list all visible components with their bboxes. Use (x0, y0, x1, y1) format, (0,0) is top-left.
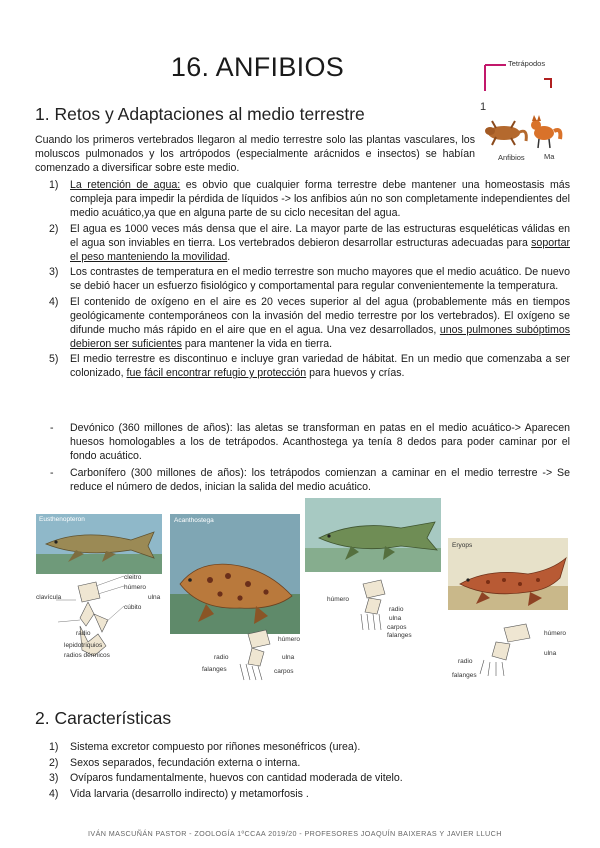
figure-label: ulna (282, 654, 295, 661)
figure-label: radio (76, 630, 91, 637)
list-item: 1) Sistema excretor compuesto por riñones mesonéfricos (urea). (49, 741, 361, 753)
tetrapod-tree-icon (478, 55, 578, 167)
list-item: 2) Sexos separados, fecundación externa o interna. (49, 756, 301, 769)
figure-label: húmero (327, 596, 350, 603)
period-list (35, 421, 570, 497)
figure-label: falanges (387, 632, 412, 639)
page-footer: IVÁN MASCUÑÁN PASTOR - ZOOLOGÍA 1ºCCAA 2019/20 - PROFESORES JOAQUÍN BAIXERAS Y JAVIER LLUCH (88, 829, 502, 838)
figure-label: cleitro (124, 574, 142, 581)
tetrapod-marker: 1 (480, 101, 487, 113)
list-item: 3) Los contrastes de temperatura en el medio terrestre son mucho mayores que el medio acuático. De nuevo se debió hacer un esfuerzo fisiológico y comportamental para regular convenientemente la temperatura. (49, 266, 570, 292)
figure-label: radio (458, 658, 473, 665)
figure-eusthenopteron (36, 514, 168, 668)
figure-caption: Eusthenopteron (39, 516, 85, 523)
tetrapod-transition-illustration (305, 498, 445, 640)
figure-label: clavícula (36, 594, 62, 601)
section-heading-caracteristicas: 2. Características (35, 708, 172, 728)
figure-label: falanges (202, 666, 227, 673)
figure-label: ulna (148, 594, 161, 601)
intro-paragraph: Cuando los primeros vertebrados llegaron al medio terrestre solo las plantas vasculares, los moluscos pulmonados y los artrópodos (especialmente arácnidos e insectos) se habían comenzado a diversificar sobre este medio. (35, 134, 475, 174)
page-title: 16. ANFIBIOS (170, 52, 345, 82)
figure-label: radio (389, 606, 404, 613)
figure-label: lepidotriquios (64, 642, 103, 649)
figure-tetrapod-transition (305, 498, 445, 640)
tetrapod-label: Tetrápodos (508, 59, 546, 68)
amphibian-label: Anfibios (498, 153, 525, 162)
figure-label: ulna (544, 650, 557, 657)
figure-caption: Eryops (452, 542, 473, 549)
figure-label: húmero (544, 630, 567, 637)
figure-label: ulna (389, 615, 402, 622)
list-item: 4) Vida larvaria (desarrollo indirecto) y metamorfosis . (49, 787, 309, 800)
figure-label: húmero (124, 584, 147, 591)
list-item: 2) El agua es 1000 veces más densa que el aire. La mayor parte de las estructuras esqueléticas válidas en el agua son inviables en tierra. Los vertebrados debieron desarrollar estructuras adecuadas para soportar el peso manteniendo la movilidad. (49, 222, 570, 263)
list-item: 3) Ovíparos fundamentalmente, huevos con cantidad moderada de vitelo. (49, 772, 403, 784)
list-item: 1) La retención de agua: es obvio que cualquier forma terrestre debe mantener una homeostasis más compleja para impedir la pérdida de líquidos -> los anfibios aún no son completamente independientes del medio acuático,ya que en alguna parte de su ciclo necesitan del agua. (49, 179, 570, 219)
challenges-list (35, 178, 570, 382)
figure-label: radios dérmicos (64, 652, 110, 659)
section-heading-retos: 1. Retos y Adaptaciones al medio terrestre (35, 104, 365, 124)
figure-label: cúbito (124, 604, 142, 611)
figure-label: carpos (387, 624, 407, 631)
list-item: 5) El medio terrestre es discontinuo e incluye gran variedad de hábitat. En un medio que comenzaba a ser colonizado, fue fácil encontrar refugio y protección para huevos y crías. (49, 353, 570, 379)
tetrapod-diagram (478, 55, 578, 167)
fox-icon (531, 115, 560, 148)
list-item: 4) El contenido de oxígeno en el aire es 20 veces superior al del agua (probablemente más en tiempos geológicamente contemporáneos con la invasión del medio terrestre por los vertebrados). El oxígeno se difunde mucho más rápido en el aire que en el agua. Una vez desarrollados, unos pulmones subóptimos debieron ser suficientes para mantener la vida en tierra. (49, 295, 571, 350)
characteristics-list (35, 740, 570, 802)
figure-label: húmero (278, 636, 301, 643)
figure-label: falanges (452, 672, 477, 679)
list-item: - Devónico (360 millones de años): las aletas se transforman en patas en el medio acuático-> Aparecen huesos homologables a los de tetrápodos. Acanthostega ya tenía 8 dedos para poder caminar por el fondo acuático. (50, 422, 570, 462)
figure-label: radio (214, 654, 229, 661)
mammal-label: Ma (544, 152, 555, 161)
figure-eryops (448, 538, 573, 684)
figure-acanthostega (170, 514, 310, 682)
figure-label: carpos (274, 668, 294, 675)
figure-caption: Acanthostega (174, 517, 214, 524)
list-item: - Carbonífero (300 millones de años): los tetrápodos comienzan a caminar en el medio terrestre -> Se reduce el número de dedos, inician la salida del medio acuático. (50, 467, 570, 493)
salamander-icon (485, 121, 526, 145)
